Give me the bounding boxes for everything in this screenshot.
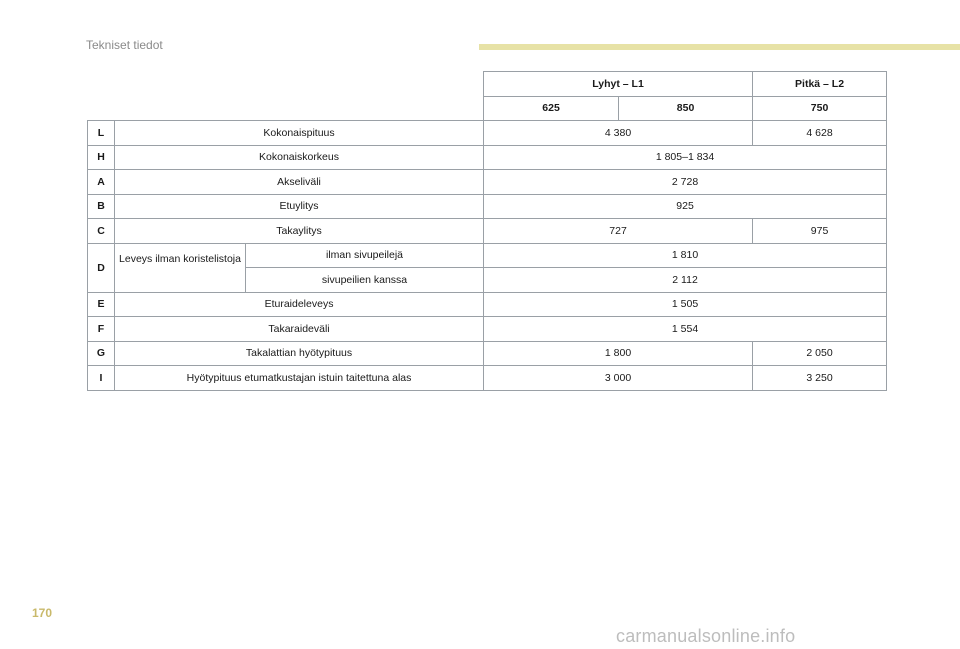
table-row (88, 145, 887, 170)
table-row (88, 292, 887, 317)
value-all: 925 (484, 194, 887, 219)
watermark: carmanualsonline.info (616, 626, 796, 646)
table-row (88, 170, 887, 195)
table-row (88, 366, 887, 391)
row-label: Kokonaiskorkeus (115, 145, 484, 170)
sub-row-label: ilman sivupeilejä (246, 243, 484, 268)
row-code: I (88, 366, 115, 391)
value-long: 975 (753, 219, 887, 244)
variant-header: 625 (484, 96, 619, 121)
row-code: B (88, 194, 115, 219)
row-code: A (88, 170, 115, 195)
row-code: L (88, 121, 115, 146)
header-accent-bar (479, 44, 960, 50)
value-long: 4 628 (753, 121, 887, 146)
value-long: 3 250 (753, 366, 887, 391)
table-row (88, 194, 887, 219)
value-all: 2 112 (484, 268, 887, 293)
table-subheader-row (88, 96, 887, 121)
row-label: Akseliväli (115, 170, 484, 195)
row-label: Takaraideväli (115, 317, 484, 342)
table-row (88, 243, 887, 268)
row-code: G (88, 341, 115, 366)
row-code: F (88, 317, 115, 342)
row-label: Hyötypituus etumatkustajan istuin taitettuna alas (115, 366, 484, 391)
value-short: 4 380 (484, 121, 753, 146)
row-code: C (88, 219, 115, 244)
table-row (88, 219, 887, 244)
row-label: Etuylitys (115, 194, 484, 219)
value-all: 1 810 (484, 243, 887, 268)
value-all: 1 505 (484, 292, 887, 317)
row-code: E (88, 292, 115, 317)
value-short: 1 800 (484, 341, 753, 366)
value-all: 2 728 (484, 170, 887, 195)
column-header-short: Lyhyt – L1 (484, 72, 753, 97)
row-code: D (88, 243, 115, 292)
page-number: 170 (32, 606, 53, 620)
variant-header: 750 (753, 96, 887, 121)
dimensions-table (87, 71, 887, 391)
table-header-row (88, 72, 887, 97)
table-row (88, 341, 887, 366)
row-label: Leveys ilman koristelistoja (115, 243, 246, 292)
value-long: 2 050 (753, 341, 887, 366)
row-label: Eturaideleveys (115, 292, 484, 317)
section-title: Tekniset tiedot (86, 38, 163, 52)
row-label: Takalattian hyötypituus (115, 341, 484, 366)
sub-row-label: sivupeilien kanssa (246, 268, 484, 293)
value-all: 1 554 (484, 317, 887, 342)
table-row (88, 121, 887, 146)
row-code: H (88, 145, 115, 170)
value-short: 727 (484, 219, 753, 244)
value-all: 1 805–1 834 (484, 145, 887, 170)
table-row (88, 317, 887, 342)
row-label: Kokonaispituus (115, 121, 484, 146)
value-short: 3 000 (484, 366, 753, 391)
row-label: Takaylitys (115, 219, 484, 244)
variant-header: 850 (619, 96, 753, 121)
column-header-long: Pitkä – L2 (753, 72, 887, 97)
